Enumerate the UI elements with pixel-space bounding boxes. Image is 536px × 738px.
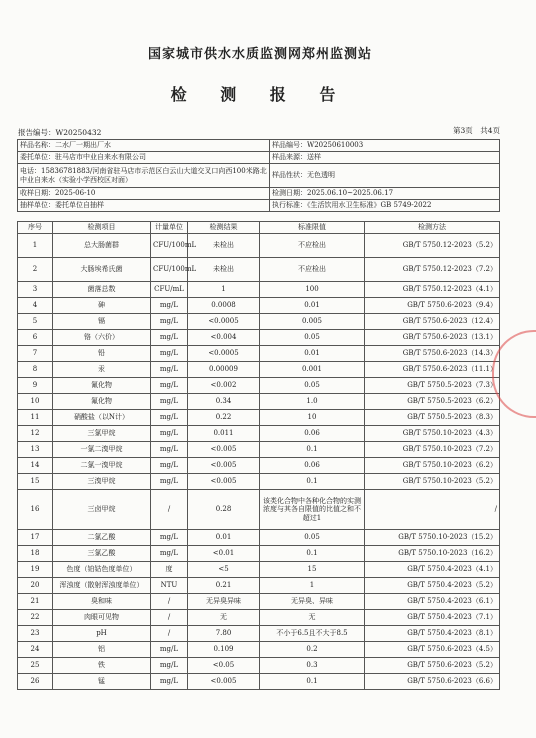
method: GB/T 5750.6-2023（11.1） [365, 362, 500, 378]
result: 未检出 [188, 258, 260, 282]
limit: 0.05 [260, 378, 365, 394]
item-name: 大肠埃希氏菌 [53, 258, 151, 282]
limit: 0.01 [260, 298, 365, 314]
method: GB/T 5750.4-2023（7.1） [365, 610, 500, 626]
unit: mg/L [151, 530, 188, 546]
table-row [18, 330, 500, 346]
unit: 度 [151, 562, 188, 578]
item-name: 三卤甲烷 [53, 490, 151, 530]
method: GB/T 5750.5-2023（7.3） [365, 378, 500, 394]
table-row [18, 674, 500, 690]
result: 0.00009 [188, 362, 260, 378]
method: GB/T 5750.10-2023（5.2） [365, 474, 500, 490]
table-row [18, 426, 500, 442]
result: 0.01 [188, 530, 260, 546]
item-name: 三溴甲烷 [53, 474, 151, 490]
report-number: 报告编号：W20250432 [18, 128, 102, 137]
unit: mg/L [151, 362, 188, 378]
limit: 0.05 [260, 330, 365, 346]
result: 未检出 [188, 234, 260, 258]
limit: 无异臭、异味 [260, 594, 365, 610]
item-name: 铁 [53, 658, 151, 674]
limit: 0.3 [260, 658, 365, 674]
result: 1 [188, 282, 260, 298]
col-header-unit: 计量单位 [151, 222, 188, 234]
unit: mg/L [151, 378, 188, 394]
limit: 0.005 [260, 314, 365, 330]
result: 无异臭异味 [188, 594, 260, 610]
result: <0.05 [188, 658, 260, 674]
sample-name: 样品名称：二水厂一期出厂水 [18, 140, 270, 152]
item-name: 铬（六价） [53, 330, 151, 346]
item-name: 菌落总数 [53, 282, 151, 298]
item-name: 肉眼可见物 [53, 610, 151, 626]
unit: mg/L [151, 330, 188, 346]
row-no: 9 [18, 378, 53, 394]
limit: 1 [260, 578, 365, 594]
table-row [18, 458, 500, 474]
limit: 无 [260, 610, 365, 626]
result: <0.002 [188, 378, 260, 394]
phone-address: 电话：15836781883/河南省驻马店市示范区白云山大道交叉口向西100米路北中业自来水（实验小学西校区对面） [18, 164, 270, 188]
limit: 15 [260, 562, 365, 578]
receive-date: 收样日期：2025-06-10 [18, 188, 270, 200]
client: 委托单位：驻马店市中业自来水有限公司 [18, 152, 270, 164]
sample-info-table [17, 139, 500, 212]
limit: 0.2 [260, 642, 365, 658]
method: GB/T 5750.6-2023（12.4） [365, 314, 500, 330]
table-row [18, 594, 500, 610]
table-row [18, 346, 500, 362]
result: 0.109 [188, 642, 260, 658]
table-row [18, 314, 500, 330]
table-row [18, 442, 500, 458]
item-name: 硝酸盐（以N计） [53, 410, 151, 426]
unit: mg/L [151, 546, 188, 562]
unit: / [151, 594, 188, 610]
item-name: 锰 [53, 674, 151, 690]
report-title: 检 测 报 告 [170, 85, 350, 104]
item-name: 铝 [53, 642, 151, 658]
col-header-no: 序号 [18, 222, 53, 234]
row-no: 24 [18, 642, 53, 658]
method: GB/T 5750.6-2023（4.5） [365, 642, 500, 658]
item-name: 浑浊度（散射浑浊度单位） [53, 578, 151, 594]
row-no: 4 [18, 298, 53, 314]
method: GB/T 5750.6-2023（9.4） [365, 298, 500, 314]
sampling-unit: 抽样单位：委托单位自抽样 [18, 200, 270, 212]
limit: 0.06 [260, 458, 365, 474]
limit: 0.1 [260, 546, 365, 562]
unit: / [151, 490, 188, 530]
row-no: 15 [18, 474, 53, 490]
col-header-limit: 标准限值 [260, 222, 365, 234]
sample-number: 样品编号：W20250610003 [270, 140, 500, 152]
result: <0.004 [188, 330, 260, 346]
row-no: 22 [18, 610, 53, 626]
result: 0.22 [188, 410, 260, 426]
row-no: 14 [18, 458, 53, 474]
item-name: 三氯乙酸 [53, 546, 151, 562]
table-row [18, 562, 500, 578]
method: / [365, 490, 500, 530]
item-name: 铅 [53, 346, 151, 362]
limit: 0.1 [260, 474, 365, 490]
unit: mg/L [151, 642, 188, 658]
limit: 0.001 [260, 362, 365, 378]
row-no: 23 [18, 626, 53, 642]
row-no: 20 [18, 578, 53, 594]
sample-property: 样品性状：无色透明 [270, 164, 500, 188]
result: 0.21 [188, 578, 260, 594]
result: 无 [188, 610, 260, 626]
row-no: 10 [18, 394, 53, 410]
item-name: 一氯二溴甲烷 [53, 442, 151, 458]
table-row [18, 362, 500, 378]
result: <0.005 [188, 674, 260, 690]
result: 0.0008 [188, 298, 260, 314]
method: GB/T 5750.5-2023（8.3） [365, 410, 500, 426]
row-no: 1 [18, 234, 53, 258]
method: GB/T 5750.12-2023（5.2） [365, 234, 500, 258]
result: <0.0005 [188, 346, 260, 362]
method: GB/T 5750.6-2023（14.3） [365, 346, 500, 362]
unit: mg/L [151, 474, 188, 490]
table-row [18, 378, 500, 394]
table-row [18, 578, 500, 594]
table-row [18, 410, 500, 426]
table-row [18, 394, 500, 410]
item-name: 总大肠菌群 [53, 234, 151, 258]
item-name: pH [53, 626, 151, 642]
limit: 10 [260, 410, 365, 426]
method: GB/T 5750.5-2023（6.2） [365, 394, 500, 410]
row-no: 3 [18, 282, 53, 298]
table-row [18, 530, 500, 546]
limit: 不应检出 [260, 234, 365, 258]
test-date: 检测日期：2025.06.10~2025.06.17 [270, 188, 500, 200]
table-row [18, 546, 500, 562]
row-no: 11 [18, 410, 53, 426]
unit: mg/L [151, 346, 188, 362]
result: 7.80 [188, 626, 260, 642]
method: GB/T 5750.10-2023（16.2） [365, 546, 500, 562]
org-name: 国家城市供水水质监测网郑州监测站 [147, 47, 372, 62]
table-row [18, 642, 500, 658]
method: GB/T 5750.10-2023（15.2） [365, 530, 500, 546]
row-no: 16 [18, 490, 53, 530]
result: <5 [188, 562, 260, 578]
item-name: 氟化物 [53, 394, 151, 410]
item-name: 汞 [53, 362, 151, 378]
limit: 0.1 [260, 442, 365, 458]
result: <0.005 [188, 442, 260, 458]
unit: mg/L [151, 410, 188, 426]
table-row [18, 610, 500, 626]
unit: mg/L [151, 314, 188, 330]
table-row [18, 298, 500, 314]
limit: 0.1 [260, 674, 365, 690]
item-name: 氰化物 [53, 378, 151, 394]
unit: CFU/100mL [151, 258, 188, 282]
method: GB/T 5750.6-2023（13.1） [365, 330, 500, 346]
standard: 执行标准：《生活饮用水卫生标准》GB 5749-2022 [270, 200, 500, 212]
method: GB/T 5750.4-2023（4.1） [365, 562, 500, 578]
row-no: 7 [18, 346, 53, 362]
item-name: 砷 [53, 298, 151, 314]
row-no: 19 [18, 562, 53, 578]
item-name: 二氯乙酸 [53, 530, 151, 546]
method: GB/T 5750.4-2023（8.1） [365, 626, 500, 642]
page-number: 第3页 共4页 [452, 126, 500, 135]
method: GB/T 5750.10-2023（4.3） [365, 426, 500, 442]
row-no: 2 [18, 258, 53, 282]
unit: / [151, 610, 188, 626]
results-table [17, 221, 500, 690]
result: <0.0005 [188, 314, 260, 330]
limit: 0.05 [260, 530, 365, 546]
limit: 1.0 [260, 394, 365, 410]
limit: 不应检出 [260, 258, 365, 282]
col-header-method: 检测方法 [365, 222, 500, 234]
unit: mg/L [151, 442, 188, 458]
result: <0.005 [188, 474, 260, 490]
unit: mg/L [151, 426, 188, 442]
limit: 0.06 [260, 426, 365, 442]
result: <0.005 [188, 458, 260, 474]
col-header-item: 检测项目 [53, 222, 151, 234]
row-no: 8 [18, 362, 53, 378]
col-header-result: 检测结果 [188, 222, 260, 234]
item-name: 臭和味 [53, 594, 151, 610]
method: GB/T 5750.10-2023（7.2） [365, 442, 500, 458]
row-no: 25 [18, 658, 53, 674]
table-row [18, 658, 500, 674]
sample-source: 样品来源：送样 [270, 152, 500, 164]
result: 0.34 [188, 394, 260, 410]
method: GB/T 5750.4-2023（6.1） [365, 594, 500, 610]
row-no: 12 [18, 426, 53, 442]
unit: CFU/100mL [151, 234, 188, 258]
limit: 该类化合物中各种化合物的实测浓度与其各自限值的比值之和不超过1 [260, 490, 365, 530]
unit: CFU/mL [151, 282, 188, 298]
unit: mg/L [151, 298, 188, 314]
result: <0.01 [188, 546, 260, 562]
item-name: 镉 [53, 314, 151, 330]
result: 0.011 [188, 426, 260, 442]
item-name: 色度（铂钴色度单位） [53, 562, 151, 578]
method: GB/T 5750.6-2023（5.2） [365, 658, 500, 674]
table-row [18, 474, 500, 490]
unit: mg/L [151, 674, 188, 690]
row-no: 21 [18, 594, 53, 610]
limit: 不小于6.5且不大于8.5 [260, 626, 365, 642]
table-header-row [18, 222, 500, 234]
row-no: 18 [18, 546, 53, 562]
method: GB/T 5750.12-2023（7.2） [365, 258, 500, 282]
method: GB/T 5750.12-2023（4.1） [365, 282, 500, 298]
unit: mg/L [151, 458, 188, 474]
row-no: 13 [18, 442, 53, 458]
limit: 100 [260, 282, 365, 298]
table-row [18, 490, 500, 530]
item-name: 三氯甲烷 [53, 426, 151, 442]
row-no: 26 [18, 674, 53, 690]
unit: / [151, 626, 188, 642]
row-no: 5 [18, 314, 53, 330]
method: GB/T 5750.10-2023（6.2） [365, 458, 500, 474]
table-row [18, 626, 500, 642]
table-row [18, 282, 500, 298]
limit: 0.01 [260, 346, 365, 362]
method: GB/T 5750.4-2023（5.2） [365, 578, 500, 594]
unit: mg/L [151, 658, 188, 674]
row-no: 6 [18, 330, 53, 346]
result: 0.28 [188, 490, 260, 530]
table-row [18, 258, 500, 282]
unit: NTU [151, 578, 188, 594]
unit: mg/L [151, 394, 188, 410]
method: GB/T 5750.6-2023（6.6） [365, 674, 500, 690]
item-name: 二氯一溴甲烷 [53, 458, 151, 474]
row-no: 17 [18, 530, 53, 546]
table-row [18, 234, 500, 258]
